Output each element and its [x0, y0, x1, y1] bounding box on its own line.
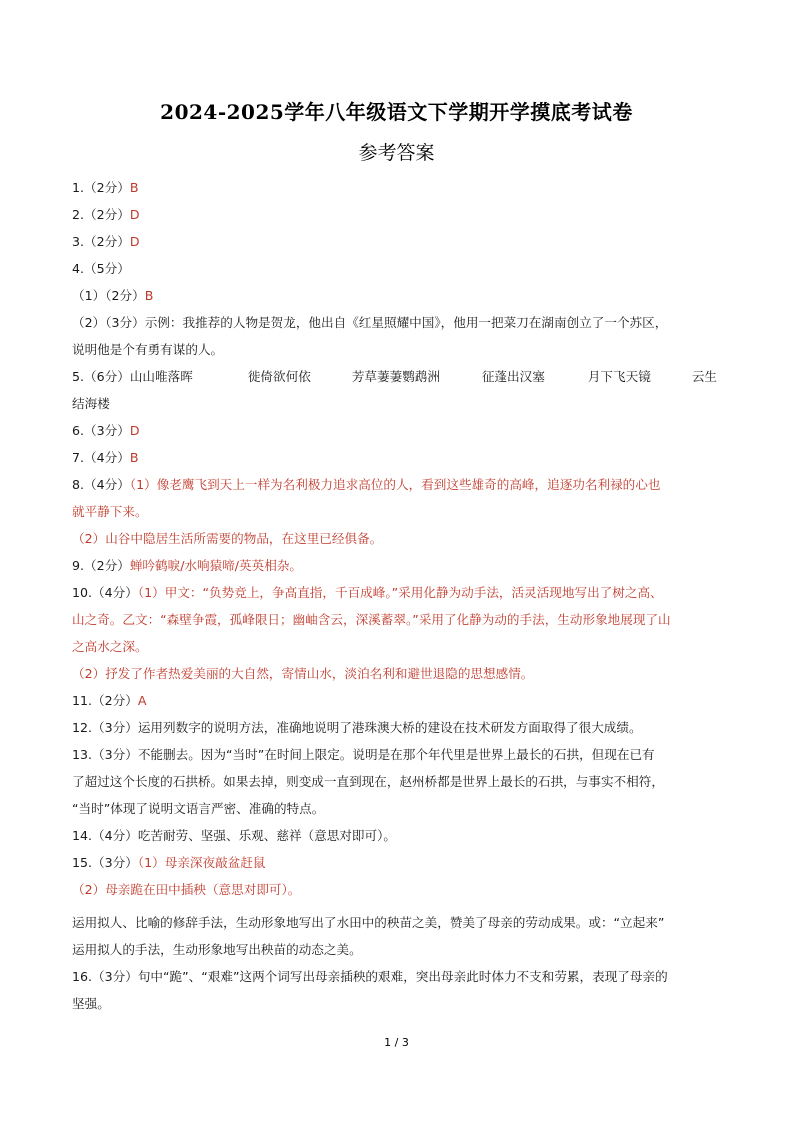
- answer-q15: 15.（3分）（1）母亲深夜敲盆赶鼠: [72, 855, 266, 870]
- answer-q10-2: （2）抒发了作者热爱美丽的大自然，寄情山水，淡泊名利和避世退隐的思想感情。: [72, 666, 534, 681]
- answer-q4-1: （1）（2分）B: [72, 288, 154, 303]
- answer-q10-cont: 山之奇。乙文：“森壁争霞，孤峰限日；幽岫含云，深溪蓄翠。”采用了化静为动的手法，生动形象地展现了山: [72, 612, 671, 627]
- answer-q9: 9.（2分）蝉吟鹤唳/水响猿啼/英英相杂。: [72, 558, 303, 573]
- answer-q15-extra-cont: 运用拟人的手法，生动形象地写出秧苗的动态之美。: [72, 942, 362, 957]
- answer-q8-2: （2）山谷中隐居生活所需要的物品，在这里已经俱备。: [72, 531, 383, 546]
- answer-value: D: [129, 234, 140, 249]
- answer-value: B: [129, 450, 139, 465]
- answer-q8-cont: 就平静下来。: [72, 504, 148, 519]
- answer-q3: 3.（2分）D: [72, 234, 140, 249]
- answer-q13-cont: 了超过这个长度的石拱桥。如果去掉，则变成一直到现在，赵州桥都是世界上最长的石拱，与事实不相符，: [72, 774, 664, 789]
- page-title: 2024-2025学年八年级语文下学期开学摸底考试卷: [160, 100, 633, 124]
- answer-value: B: [144, 288, 154, 303]
- answer-q6: 6.（3分）D: [72, 423, 140, 438]
- answer-q12: 12.（3分）运用列数字的说明方法，准确地说明了港珠澳大桥的建设在技术研发方面取得了很大成绩。: [72, 720, 642, 735]
- answer-q10: 10.（4分）（1）甲文：“负势竞上，争高直指，千百成峰。”采用化静为动手法，活灵活现地写出了树之高、: [72, 585, 663, 600]
- answer-q7: 7.（4分）B: [72, 450, 139, 465]
- answer-q16-cont: 坚强。: [72, 996, 110, 1011]
- answer-q13: 13.（3分）不能删去。因为“当时”在时间上限定。说明是在那个年代里是世界上最长的石拱，但现在已有: [72, 747, 655, 762]
- answer-value: B: [129, 180, 139, 195]
- page-number: 1 / 3: [384, 1036, 409, 1049]
- answer-q11: 11.（2分）A: [72, 693, 147, 708]
- answer-q5-cont: 结海楼: [72, 396, 110, 411]
- answer-value: A: [137, 693, 147, 708]
- answer-q10-cont2: 之高水之深。: [72, 639, 148, 654]
- answer-q14: 14.（4分）吃苦耐劳、坚强、乐观、慈祥（意思对即可）。: [72, 828, 396, 843]
- answer-q1: 1.（2分）B: [72, 180, 139, 195]
- answer-q16: 16.（3分）句中“跪”、“艰难”这两个词写出母亲插秧的艰难，突出母亲此时体力不支和劳累，表现了母亲的: [72, 969, 668, 984]
- answer-list: [72, 174, 732, 1017]
- answer-q15-extra: 运用拟人、比喻的修辞手法，生动形象地写出了水田中的秧苗之美，赞美了母亲的劳动成果。或：“立起来”: [72, 915, 665, 930]
- answer-value: D: [129, 423, 140, 438]
- answer-q15-2: （2）母亲跪在田中插秧（意思对即可）。: [72, 882, 301, 897]
- answer-q5: 5.（6分）山山唯落晖 徙倚欲何依 芳草萋萋鹦鹉洲 征蓬出汉塞 月下飞天镜 云生: [72, 369, 717, 384]
- answer-q13-cont2: “当时”体现了说明文语言严密、准确的特点。: [72, 801, 325, 816]
- answer-q8: 8.（4分）（1）像老鹰飞到天上一样为名利极力追求高位的人，看到这些雄奇的高峰，追逐功名利禄的心也: [72, 477, 661, 492]
- answer-value: D: [129, 207, 140, 222]
- page-subtitle: 参考答案: [358, 142, 435, 164]
- answer-q2: 2.（2分）D: [72, 207, 140, 222]
- answer-q4-2-cont: 说明他是个有勇有谋的人。: [72, 342, 224, 357]
- answer-q4: 4.（5分）: [72, 261, 130, 276]
- answer-q4-2: （2）（3分）示例：我推荐的人物是贺龙，他出自《红星照耀中国》，他用一把菜刀在湖南创立了一个苏区，: [72, 315, 668, 330]
